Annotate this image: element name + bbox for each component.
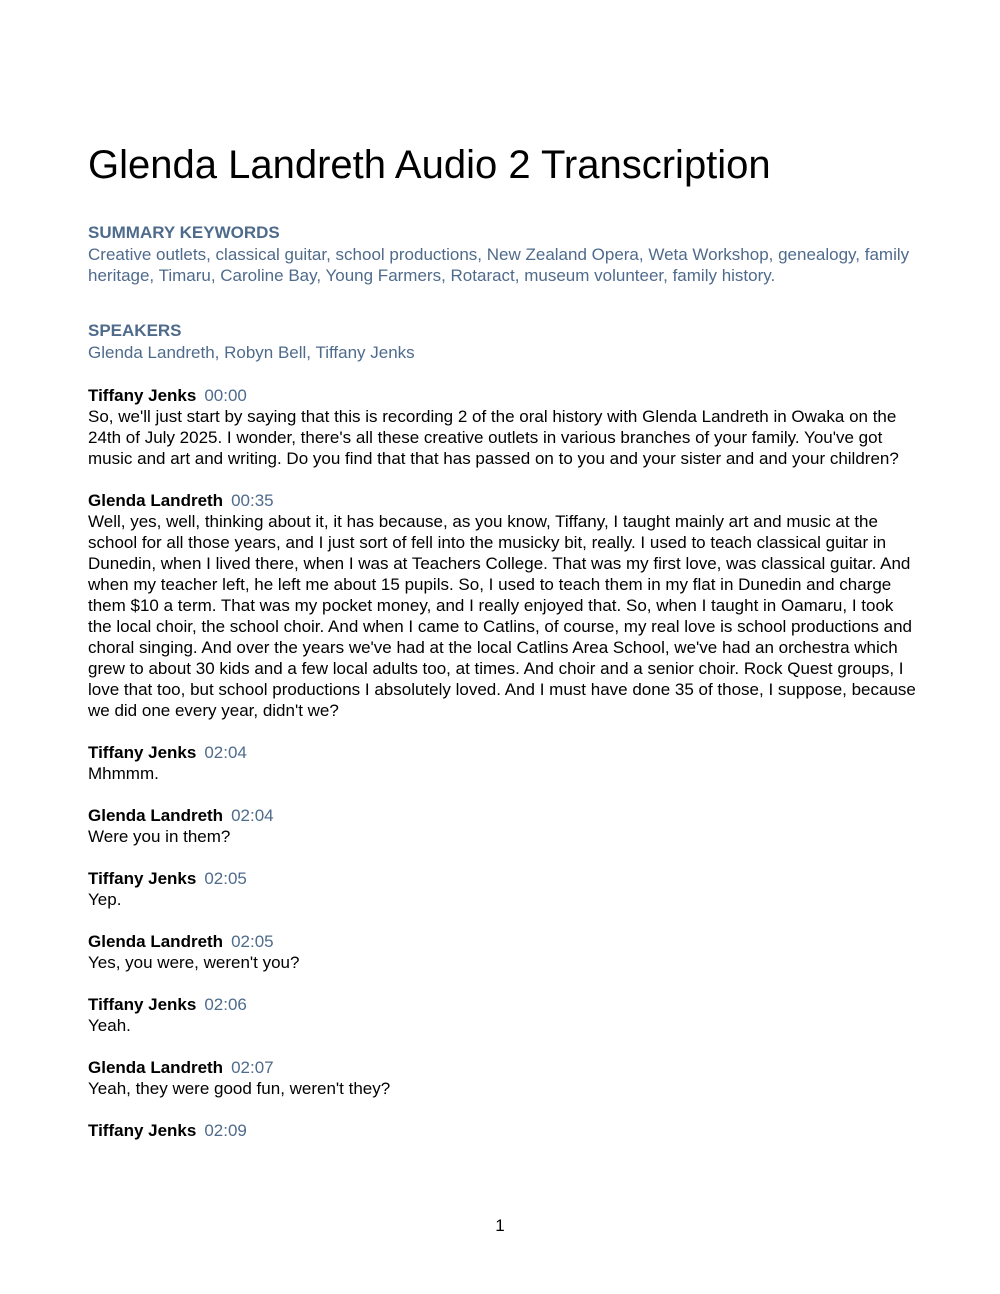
- transcript-entry: [88, 490, 918, 721]
- speakers-section: [88, 320, 918, 363]
- entry-header: [88, 868, 918, 889]
- transcript-entry: [88, 805, 918, 847]
- entry-header: [88, 994, 918, 1015]
- speaker-name: Tiffany Jenks: [88, 1121, 197, 1140]
- speaker-name: Glenda Landreth: [88, 1058, 224, 1077]
- speaker-name: Glenda Landreth: [88, 491, 224, 510]
- speakers-list: Glenda Landreth, Robyn Bell, Tiffany Jenks: [88, 343, 415, 362]
- document-title: Glenda Landreth Audio 2 Transcription: [88, 143, 771, 187]
- transcript-body: [88, 385, 918, 1162]
- transcript-entry: [88, 994, 918, 1036]
- entry-header: [88, 742, 918, 763]
- summary-keywords-text: Creative outlets, classical guitar, school productions, New Zealand Opera, Weta Workshop, genealogy, family heritage, Timaru, Caroline Bay, Young Farmers, Rotaract, museum volunteer, family history.: [88, 245, 910, 285]
- entry-text: Yep.: [88, 890, 122, 909]
- speakers-heading: SPEAKERS: [88, 321, 182, 340]
- entry-header: [88, 931, 918, 952]
- entry-header: [88, 805, 918, 826]
- entry-text: Yes, you were, weren't you?: [88, 953, 300, 972]
- transcript-entry: [88, 931, 918, 973]
- entry-text: Were you in them?: [88, 827, 231, 846]
- timestamp: 02:05: [231, 932, 274, 951]
- entry-text: So, we'll just start by saying that this is recording 2 of the oral history with Glenda Landreth in Owaka on the 24th of July 2025. I wonder, there's all these creative outlets in various branches of your family. You've got music and art and writing. Do you find that that has passed on to you and your sister and and your children?: [88, 407, 899, 468]
- timestamp: 00:00: [204, 386, 247, 405]
- speaker-name: Glenda Landreth: [88, 806, 224, 825]
- transcript-entry: [88, 742, 918, 784]
- speaker-name: Tiffany Jenks: [88, 386, 197, 405]
- entry-header: [88, 1120, 918, 1141]
- entry-header: [88, 1057, 918, 1078]
- timestamp: 00:35: [231, 491, 274, 510]
- transcript-entry: [88, 868, 918, 910]
- timestamp: 02:05: [204, 869, 247, 888]
- summary-keywords-heading: SUMMARY KEYWORDS: [88, 223, 280, 242]
- page-number: 1: [495, 1216, 505, 1235]
- entry-text: Yeah, they were good fun, weren't they?: [88, 1079, 391, 1098]
- entry-text: Well, yes, well, thinking about it, it has because, as you know, Tiffany, I taught mainly art and music at the school for all those years, and I just sort of fell into the musicky bit, really. I used to teach classical guitar in Dunedin, when I lived there, when I was at Teachers College. That was my first love, was classical guitar. And when my teacher left, he left me about 15 pupils. So, I used to teach them in my flat in Dunedin and charge them $10 a term. That was my pocket money, and I really enjoyed that. So, when I taught in Oamaru, I took the local choir, the school choir. And when I came to Catlins, of course, my real love is school productions and choral singing. And over the years we've had at the local Catlins Area School, we've had an orchestra which grew to about 30 kids and a few local adults too, at times. And choir and a senior choir. Rock Quest groups, I love that too, but school productions I absolutely loved. And I must have done 35 of those, I suppose, because we did one every year, didn't we?: [88, 512, 916, 720]
- entry-text: Yeah.: [88, 1016, 131, 1035]
- timestamp: 02:06: [204, 995, 247, 1014]
- entry-header: [88, 385, 918, 406]
- speaker-name: Tiffany Jenks: [88, 995, 197, 1014]
- speaker-name: Tiffany Jenks: [88, 869, 197, 888]
- timestamp: 02:09: [204, 1121, 247, 1140]
- entry-header: [88, 490, 918, 511]
- transcript-entry: [88, 1120, 918, 1141]
- speaker-name: Glenda Landreth: [88, 932, 224, 951]
- entry-text: Mhmmm.: [88, 764, 159, 783]
- speaker-name: Tiffany Jenks: [88, 743, 197, 762]
- timestamp: 02:07: [231, 1058, 274, 1077]
- transcript-entry: [88, 385, 918, 469]
- transcript-entry: [88, 1057, 918, 1099]
- timestamp: 02:04: [231, 806, 274, 825]
- summary-keywords-section: [88, 222, 918, 286]
- timestamp: 02:04: [204, 743, 247, 762]
